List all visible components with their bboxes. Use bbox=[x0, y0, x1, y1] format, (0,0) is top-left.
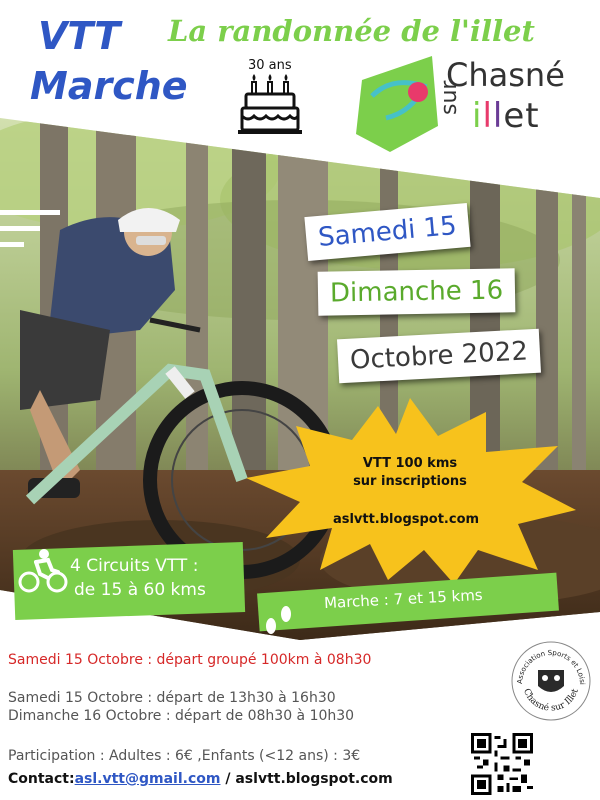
anniversary-label: 30 ans bbox=[248, 58, 292, 73]
town-sur: sur bbox=[437, 80, 462, 115]
vtt-title: VTT bbox=[38, 14, 121, 58]
marche-title: Marche bbox=[30, 64, 188, 108]
sunday-departure-info: Dimanche 16 Octobre : départ de 08h30 à 10h30 bbox=[8, 708, 355, 724]
seal-bottom-text: Chasné sur Illet bbox=[521, 687, 581, 714]
contact-line bbox=[8, 771, 393, 787]
seal-arc-text: Association Sports et Loisi bbox=[515, 648, 587, 685]
contact-blog-link[interactable]: aslvtt.blogspot.com bbox=[235, 771, 393, 787]
contact-email-link[interactable]: asl.vtt@gmail.com bbox=[74, 771, 221, 787]
date-saturday: Samedi 15 bbox=[304, 203, 470, 261]
contact-separator: / bbox=[220, 771, 236, 787]
illet-i: i bbox=[472, 96, 483, 136]
starburst-shape bbox=[240, 394, 580, 588]
burst-line-vtt: VTT 100 kms bbox=[362, 456, 458, 471]
vtt-circuits-line2: de 15 à 60 kms bbox=[74, 580, 206, 600]
cyclist-icon bbox=[18, 548, 68, 598]
footprints-icon bbox=[262, 602, 296, 642]
town-illet bbox=[472, 96, 540, 136]
illet-l2: l bbox=[492, 96, 504, 136]
burst-line-inscriptions: sur inscriptions bbox=[353, 474, 467, 489]
burst-blog: aslvtt.blogspot.com bbox=[332, 512, 480, 527]
vtt-circuits-line1: 4 Circuits VTT : bbox=[70, 556, 199, 576]
chasne-logo-icon bbox=[352, 56, 442, 160]
group-departure-info: Samedi 15 Octobre : départ groupé 100km à 08h30 bbox=[8, 652, 372, 668]
qr-code-icon[interactable] bbox=[471, 733, 533, 799]
birthday-cake-icon bbox=[238, 74, 302, 140]
town-name: Chasné bbox=[446, 56, 565, 94]
contact-label: Contact: bbox=[8, 771, 75, 787]
illet-l1: l bbox=[482, 96, 493, 136]
participation-info: Participation : Adultes : 6€ ,Enfants (<12 ans) : 3€ bbox=[8, 748, 361, 764]
illet-et: et bbox=[503, 96, 540, 136]
date-sunday: Dimanche 16 bbox=[318, 268, 516, 315]
date-month-year: Octobre 2022 bbox=[337, 329, 541, 384]
marche-distances: Marche : 7 et 15 kms bbox=[323, 585, 484, 613]
saturday-departure-info: Samedi 15 Octobre : départ de 13h30 à 16h30 bbox=[8, 690, 336, 706]
association-seal bbox=[510, 640, 592, 726]
rando-title: La randonnée de l'illet bbox=[168, 14, 535, 48]
